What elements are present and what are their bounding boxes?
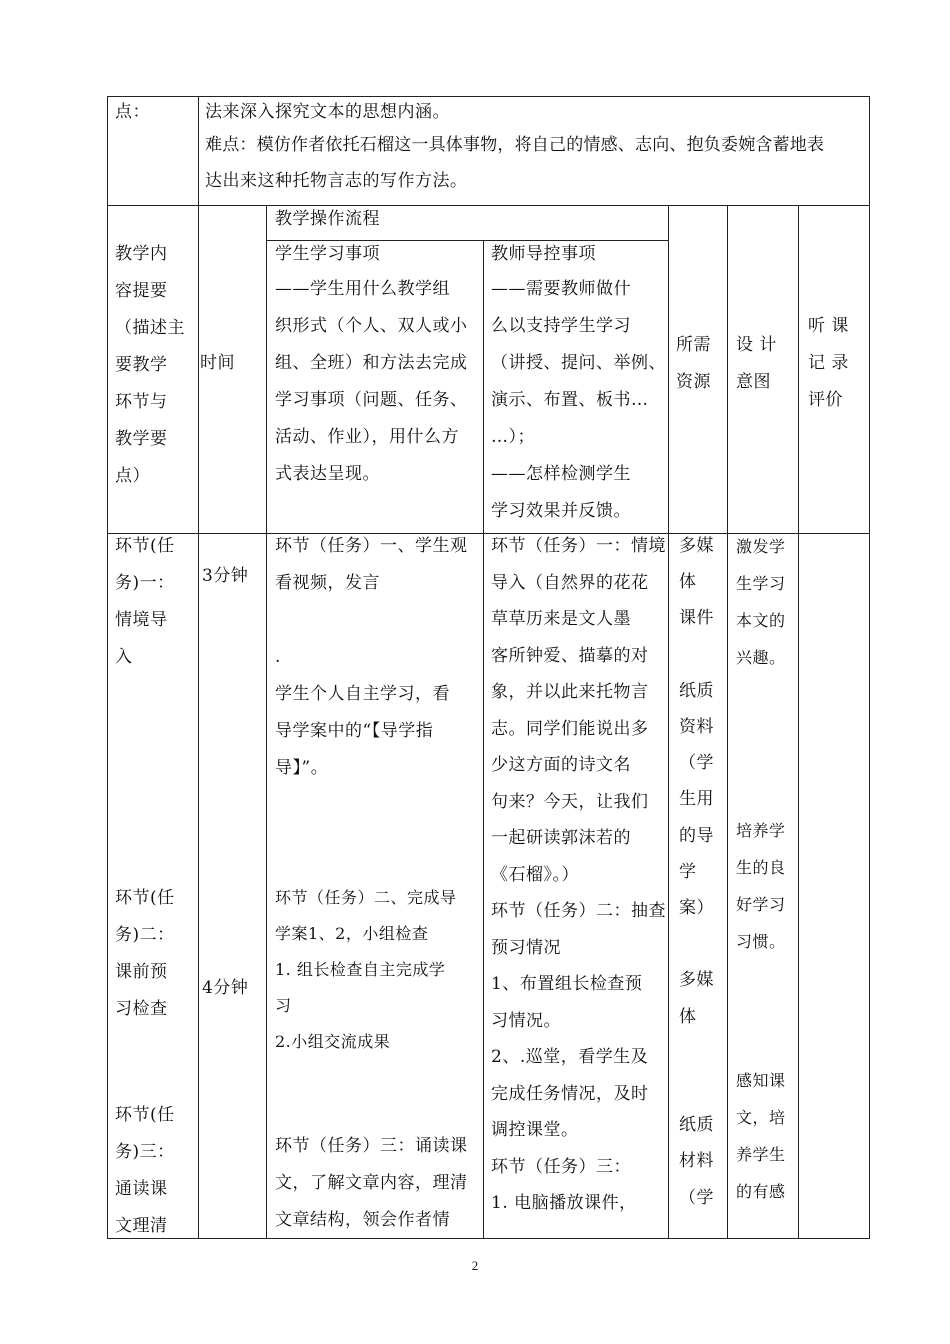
time-1: 3分钟 [202,566,249,586]
design-intent-1: 激发学 生学习 本文的 兴趣。 [736,537,786,667]
top-row-label: 点： [115,102,150,122]
student-activity-1: 环节（任务）一、学生观 看视频，发言 . 学生个人自主学习，看 导学案中的“【导学指 导】”。 [275,536,468,778]
student-activity-3: 环节（任务）三：诵读课 文，了解文章内容，理清 文章结构，领会作者情 [275,1136,468,1230]
page-number: 2 [471,1258,479,1273]
section-1-label: 环节(任 务)一： 情境导 入 [115,536,175,667]
top-row-line-3: 达出来这种托物言志的写作方法。 [205,171,468,191]
header-student-desc: ——学生用什么教学组 织形式（个人、双人或小 组、全班）和方法去完成 学习事项（问题、任务、 活动、作业），用什么方 式表达呈现。 [275,279,468,484]
design-intent-3: 感知课 文，培 养学生 的有感 [736,1071,786,1201]
col-divider-6 [798,205,799,1239]
top-row-line-1: 法来深入探究文本的思想内涵。 [205,102,450,122]
header-time: 时间 [200,353,235,373]
table-left-border [107,96,108,1239]
top-row-line-2: 难点：模仿作者依托石榴这一具体事物，将自己的情感、志向、抱负委婉含蓄地表 [205,135,825,155]
header-teacher-title: 教师导控事项 [491,244,596,264]
header-flow-title: 教学操作流程 [275,209,380,229]
student-activity-2: 环节（任务）二、完成导 学案1、2，小组检查 1. 组长检查自主完成学 习 2.小组交流成果 [275,888,457,1051]
section-3-label: 环节(任 务)三： 通读课 文理清 [115,1105,175,1236]
header-resources: 所需 资源 [676,335,711,392]
col-divider-2 [266,205,267,1239]
row-divider-header [107,205,870,206]
teacher-activity: 环节（任务）一：情境 导入（自然界的花花 草草历来是文人墨 客所钟爱、描摹的对 象，并以此来托物言 志。同学们能说出多 少这方面的诗文名 句来？今天，让我们 一起研读郭沫若的 《石榴》。） 环节（任务）二：抽查 预习情况 1、布置组长检查预 习情况。 2、.巡堂，看学生及 完成任务情况，及时 调控课堂。 环节（任务）三： 1. 电脑播放课件， [491,536,666,1213]
col-divider-5 [727,205,728,1239]
table-right-border [869,96,870,1239]
table-bottom-border [107,1238,870,1239]
col-divider-top [198,96,199,206]
col-divider-1 [198,205,199,1239]
col-divider-4 [668,205,669,1239]
header-design-intent: 设 计 意图 [736,335,777,392]
header-teacher-desc: ——需要教师做什 么以支持学生学习 （讲授、提问、举例、 演示、布置、板书… …）； ——怎样检测学生 学习效果并反馈。 [491,279,666,521]
header-content-outline: 教学内 容提要 （描述主 要教学 环节与 教学要 点） [115,244,185,486]
header-student-title: 学生学习事项 [275,244,380,264]
design-intent-2: 培养学 生的良 好学习 习惯。 [736,821,786,951]
col-divider-3 [483,240,484,1239]
resources-list: 多媒 体 课件 纸质 资料 （学 生用 的导 学 案） 多媒 体 纸质 材料 （学 [679,536,714,1208]
section-2-label: 环节(任 务)二： 课前预 习检查 [115,888,175,1019]
time-2: 4分钟 [202,978,249,998]
header-evaluation: 听 课 记 录 评价 [808,316,849,410]
